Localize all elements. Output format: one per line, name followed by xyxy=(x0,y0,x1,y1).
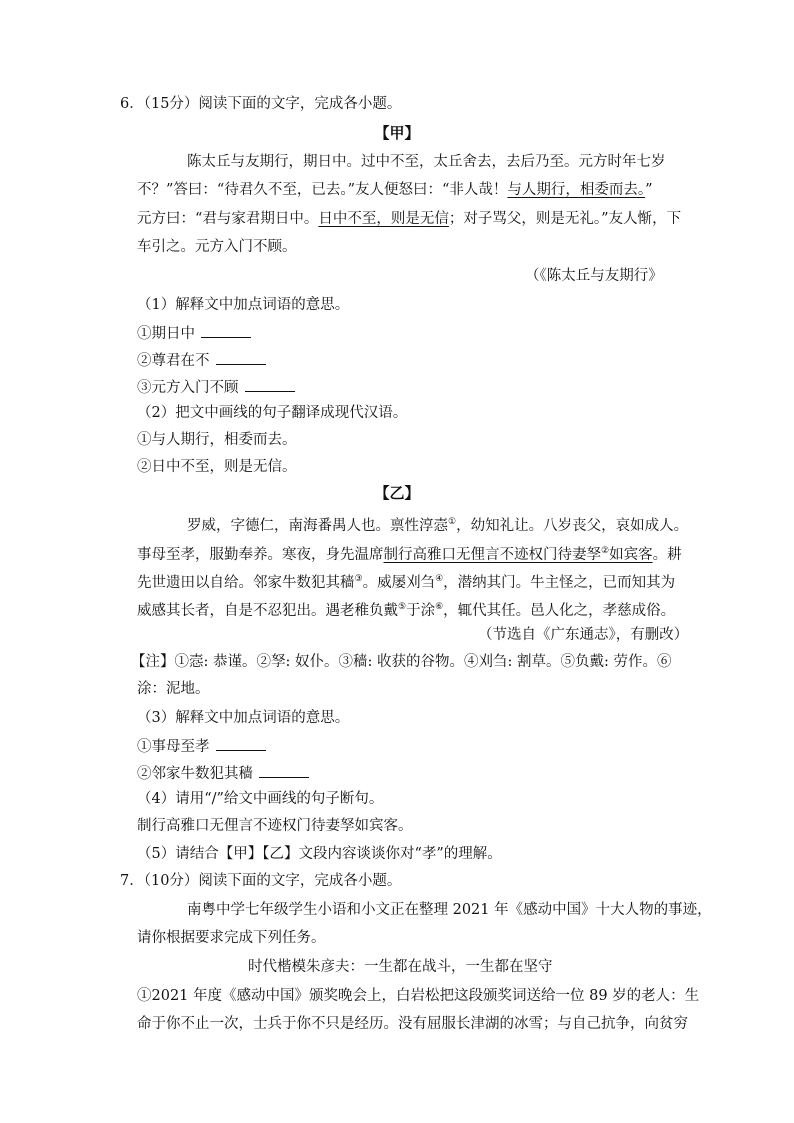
sub-question-3-item-2: ②邻家牛数犯其穑 xyxy=(137,763,309,783)
passage-a-line-2: 不？”答曰：“待君久不至，已去。”友人便怒曰：“非人哉！与人期行，相委而去。” xyxy=(137,182,653,198)
sub-question-1-item-2: ②尊君在不 xyxy=(137,350,266,370)
notes-line-1: 【注】①悫: 恭谨。②孥: 奴仆。③穑: 收获的谷物。④刈刍: 割草。⑤负戴: 劳作。⑥ xyxy=(131,654,672,670)
question-7-article-line-2: 命于你不止一次，士兵于你不只是经历。没有屈服长津湖的冰雪；与自己抗争，向贫穷 xyxy=(137,1016,688,1032)
sub-question-2-item-2: ②日中不至，则是无信。 xyxy=(137,459,297,475)
passage-a-line-3: 元方曰：“君与家君期日中。日中不至，则是无信；对子骂父，则是无礼。”友人惭，下 xyxy=(137,211,682,227)
section-yi-heading: 【乙】 xyxy=(374,484,420,502)
answer-blank xyxy=(259,763,309,778)
passage-a-line-4: 车引之。元方入门不顾。 xyxy=(137,239,297,255)
passage-a-line-1: 陈太丘与友期行，期日中。过中不至，太丘舍去，去后乃至。元方时年七岁 xyxy=(187,154,666,170)
section-jia-heading: 【甲】 xyxy=(374,124,420,142)
sub-question-4: （4）请用“/”给文中画线的句子断句。 xyxy=(137,791,384,807)
question-7-intro-line-2: 请你根据要求完成下列任务。 xyxy=(137,930,326,946)
sub-question-2: （2）把文中画线的句子翻译成现代汉语。 xyxy=(137,405,408,421)
sub-question-1-item-1: ①期日中 xyxy=(137,323,251,343)
notes-line-2: 涂：泥地。 xyxy=(137,681,210,697)
question-7-article-line-1: ①2021 年度《感动中国》颁奖晚会上，白岩松把这段颁奖词送给一位 89 岁的老人：生 xyxy=(137,988,700,1004)
footnote-marker: ① xyxy=(448,517,457,527)
sub-question-5: （5）请结合【甲】【乙】文段内容谈谈你对“孝”的理解。 xyxy=(137,846,502,862)
underlined-sentence-1: 与人期行，相委而去。 xyxy=(507,182,646,198)
sub-question-3-item-1: ①事母至孝 xyxy=(137,736,266,756)
question-7-intro-line-1: 南粤中学七年级学生小语和小文正在整理 2021 年《感动中国》十大人物的事迹， xyxy=(187,902,712,918)
underlined-sentence-2: 日中不至，则是无信 xyxy=(318,211,449,227)
sub-question-4-sentence: 制行高雅口无俚言不迹权门待妻孥如宾客。 xyxy=(137,818,413,834)
passage-b-line-3: 先世遗田以自给。邻家牛数犯其穑③。威屡刈刍④，潜纳其门。牛主怪之，已而知其为 xyxy=(137,574,676,591)
sub-question-1: （1）解释文中加点词语的意思。 xyxy=(137,297,350,313)
sub-question-3: （3）解释文中加点词语的意思。 xyxy=(137,710,350,726)
passage-b-line-4: 威感其长者，自是不忍犯出。遇老稚负戴⑤于涂⑥，辄代其任。邑人化之，孝慈成俗。 xyxy=(137,602,676,619)
passage-a-source: （《陈太丘与友期行》 xyxy=(525,268,663,284)
question-7-header: 7．（10分）阅读下面的文字，完成各小题。 xyxy=(120,873,402,889)
answer-blank xyxy=(216,350,266,365)
answer-blank xyxy=(201,323,251,338)
sub-question-1-item-3: ③元方入门不顾 xyxy=(137,377,295,397)
underlined-sentence-3: 制行高雅口无俚言不迹权门待妻孥②如宾客 xyxy=(383,546,653,563)
passage-b-line-2: 事母至孝，服勤奉养。寒夜，身先温席制行高雅口无俚言不迹权门待妻孥②如宾客。耕 xyxy=(137,546,682,563)
passage-b-line-1: 罗威，字德仁，南海番禺人也。禀性淳悫①，幼知礼让。八岁丧父，哀如成人。 xyxy=(187,517,689,534)
sub-question-2-item-1: ①与人期行，相委而去。 xyxy=(137,432,297,448)
question-7-article-title: 时代楷模朱彦夫：一生都在战斗，一生都在坚守 xyxy=(248,959,553,975)
answer-blank xyxy=(245,377,295,392)
passage-b-source: （节选自《广东通志》，有删改） xyxy=(478,627,689,643)
answer-blank xyxy=(216,736,266,751)
question-6-header: 6．（15分）阅读下面的文字，完成各小题。 xyxy=(120,96,402,112)
